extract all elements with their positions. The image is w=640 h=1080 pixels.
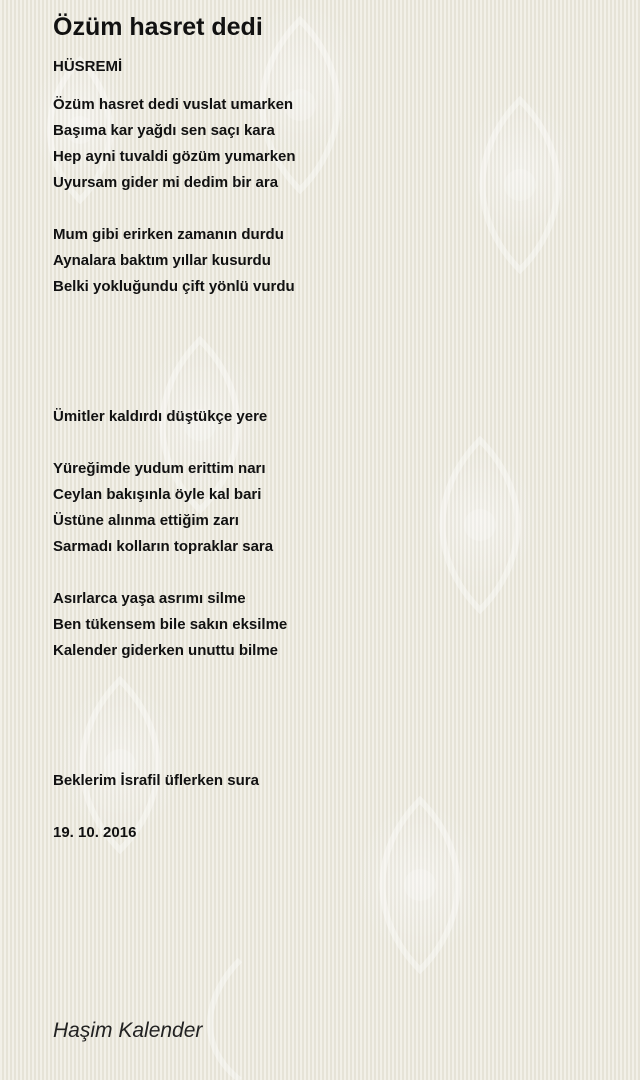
author-signature: Haşim Kalender bbox=[53, 1019, 203, 1042]
poem-line-blank bbox=[53, 378, 613, 404]
poem-line: Belki yokluğundu çift yönlü vurdu bbox=[53, 278, 295, 295]
poem-line: Uyursam gider mi dedim bir ara bbox=[53, 174, 279, 191]
poem-line: Ben tükensem bile sakın eksilme bbox=[53, 616, 288, 633]
poem-line: Sarmadı kolların topraklar sara bbox=[53, 538, 274, 555]
poem-title: Özüm hasret dedi bbox=[53, 13, 263, 41]
poem-line: Özüm hasret dedi vuslat umarken bbox=[53, 96, 294, 113]
poem-line-blank bbox=[53, 716, 613, 742]
poem-line-blank bbox=[53, 352, 613, 378]
poem-line: Yüreğimde yudum erittim narı bbox=[53, 460, 266, 477]
poem-line: Ceylan bakışınla öyle kal bari bbox=[53, 486, 262, 503]
poem-line: Kalender giderken unuttu bilme bbox=[53, 642, 279, 659]
poem-line: Başıma kar yağdı sen saçı kara bbox=[53, 122, 275, 139]
poem-line: Aynalara baktım yıllar kusurdu bbox=[53, 252, 271, 269]
poem-line-blank bbox=[53, 742, 613, 768]
poem-line-blank bbox=[53, 560, 613, 586]
poem-line: Asırlarca yaşa asrımı silme bbox=[53, 590, 246, 607]
poem-line-blank bbox=[53, 690, 613, 716]
poem-line: Üstüne alınma ettiğim zarı bbox=[53, 512, 239, 529]
poem-line-blank bbox=[53, 300, 613, 326]
poem-line: Hep ayni tuvaldi gözüm yumarken bbox=[53, 148, 296, 165]
poem-container bbox=[53, 12, 613, 846]
poem-author-caps: HÜSREMİ bbox=[53, 58, 123, 75]
poem-line-blank bbox=[53, 664, 613, 690]
poem-line-blank bbox=[53, 326, 613, 352]
poem-line: Ümitler kaldırdı düştükçe yere bbox=[53, 408, 268, 425]
poem-line-blank bbox=[53, 430, 613, 456]
poem-line-blank bbox=[53, 196, 613, 222]
poem-line: Beklerim İsrafil üflerken sura bbox=[53, 772, 259, 789]
poem-line: Mum gibi erirken zamanın durdu bbox=[53, 226, 284, 243]
poem-date: 19. 10. 2016 bbox=[53, 824, 137, 841]
poem-line-blank bbox=[53, 794, 613, 820]
poem-body bbox=[53, 92, 613, 846]
